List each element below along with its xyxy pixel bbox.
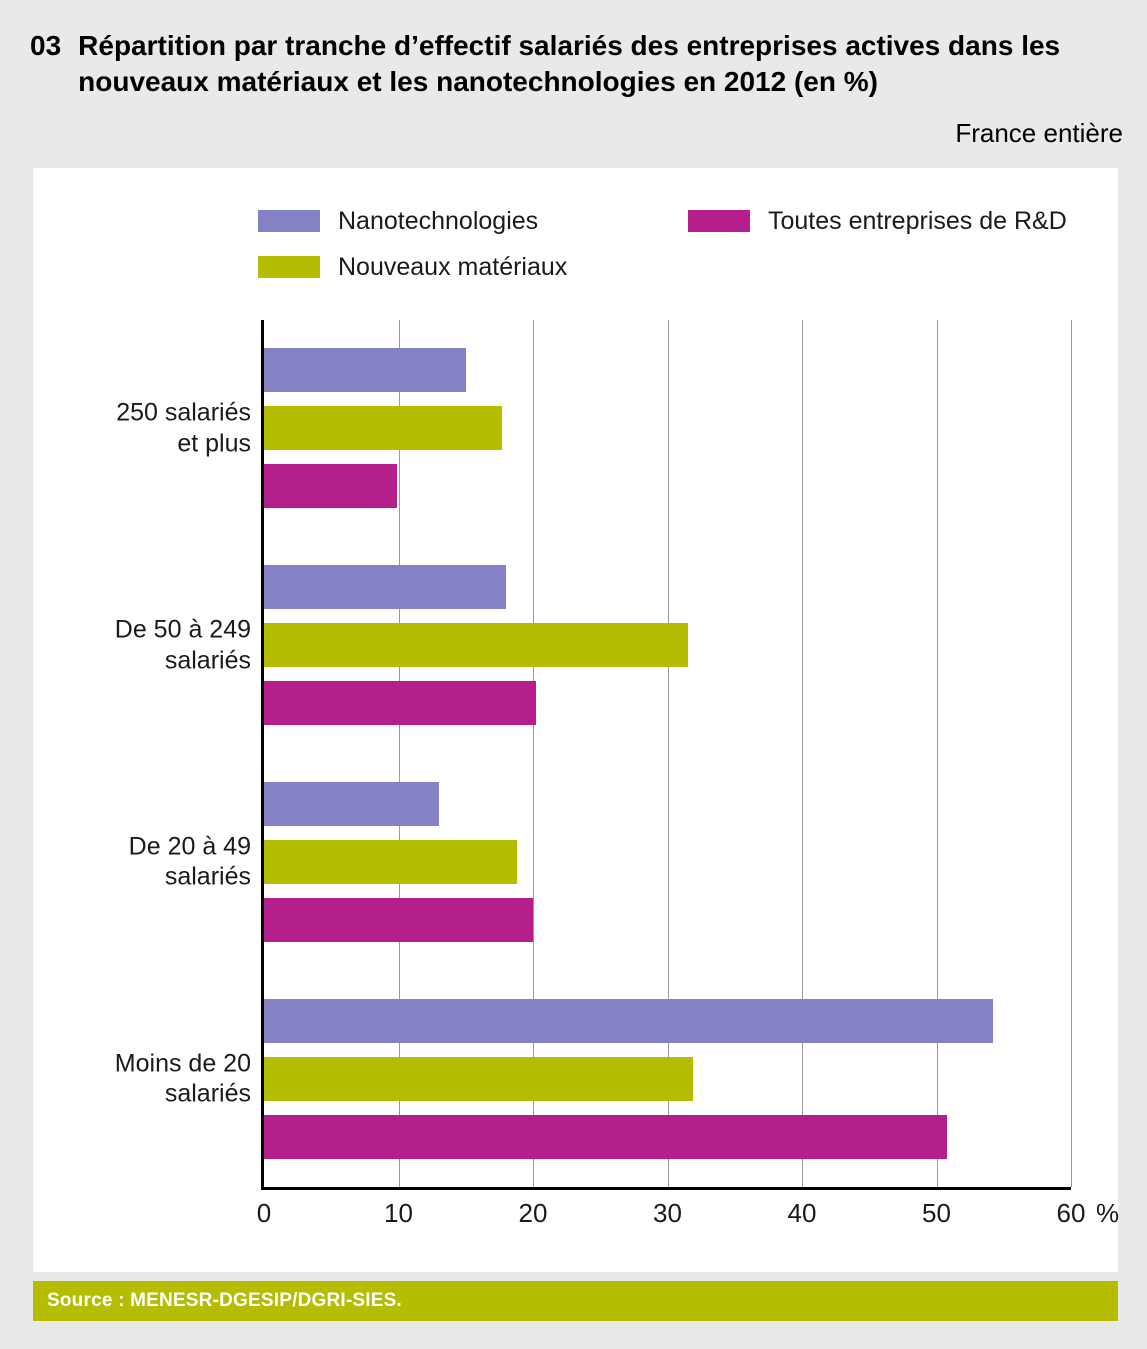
bar	[264, 565, 506, 609]
x-axis-line	[261, 1187, 1071, 1190]
category-label: Moins de 20 salariés	[114, 1049, 251, 1108]
category-label: De 20 à 49 salariés	[128, 832, 251, 891]
chart-panel	[33, 168, 1118, 1272]
category-label: 250 salariés et plus	[116, 398, 251, 458]
bar	[264, 1057, 693, 1101]
x-tick-label: 40	[787, 1198, 817, 1228]
x-tick-label: 0	[256, 1198, 272, 1228]
category-label: De 50 à 249 salariés	[114, 615, 251, 675]
legend-label: Toutes entreprises de R&D	[768, 206, 1067, 235]
bar	[264, 406, 502, 450]
figure-title: Répartition par tranche d’effectif salariés des entreprises actives dans les nouveaux matériaux et les nanotechnologies en 2012 (en %)	[78, 30, 1061, 97]
x-tick-label: 60	[1056, 1198, 1086, 1228]
bar	[264, 348, 466, 392]
category-axis-labels	[93, 320, 251, 1187]
x-tick-label: 50	[922, 1198, 951, 1228]
figure-number: 03	[30, 30, 62, 61]
gridline	[1071, 320, 1072, 1187]
bar	[264, 840, 517, 884]
legend-label: Nouveaux matériaux	[338, 252, 568, 281]
bar	[264, 1115, 947, 1159]
bar	[264, 999, 993, 1043]
bar	[264, 898, 533, 942]
source-label: Source : MENESR-DGESIP/DGRI-SIES.	[47, 1290, 402, 1311]
page-title	[30, 28, 1120, 100]
bar	[264, 681, 536, 725]
plot-area	[33, 168, 1118, 1272]
legend-label: Nanotechnologies	[338, 206, 539, 235]
x-tick-label: 10	[384, 1198, 413, 1228]
x-tick-label: 20	[518, 1198, 548, 1228]
bar-series-group	[264, 320, 1071, 1187]
x-axis-unit-label: %	[1096, 1198, 1120, 1228]
source-bar	[33, 1281, 1118, 1321]
bar	[264, 464, 397, 508]
bar	[264, 782, 439, 826]
bar	[264, 623, 688, 667]
figure-subtitle: France entière	[955, 118, 1123, 148]
x-axis-tick-labels	[256, 1198, 1121, 1238]
x-tick-label: 30	[653, 1198, 682, 1228]
